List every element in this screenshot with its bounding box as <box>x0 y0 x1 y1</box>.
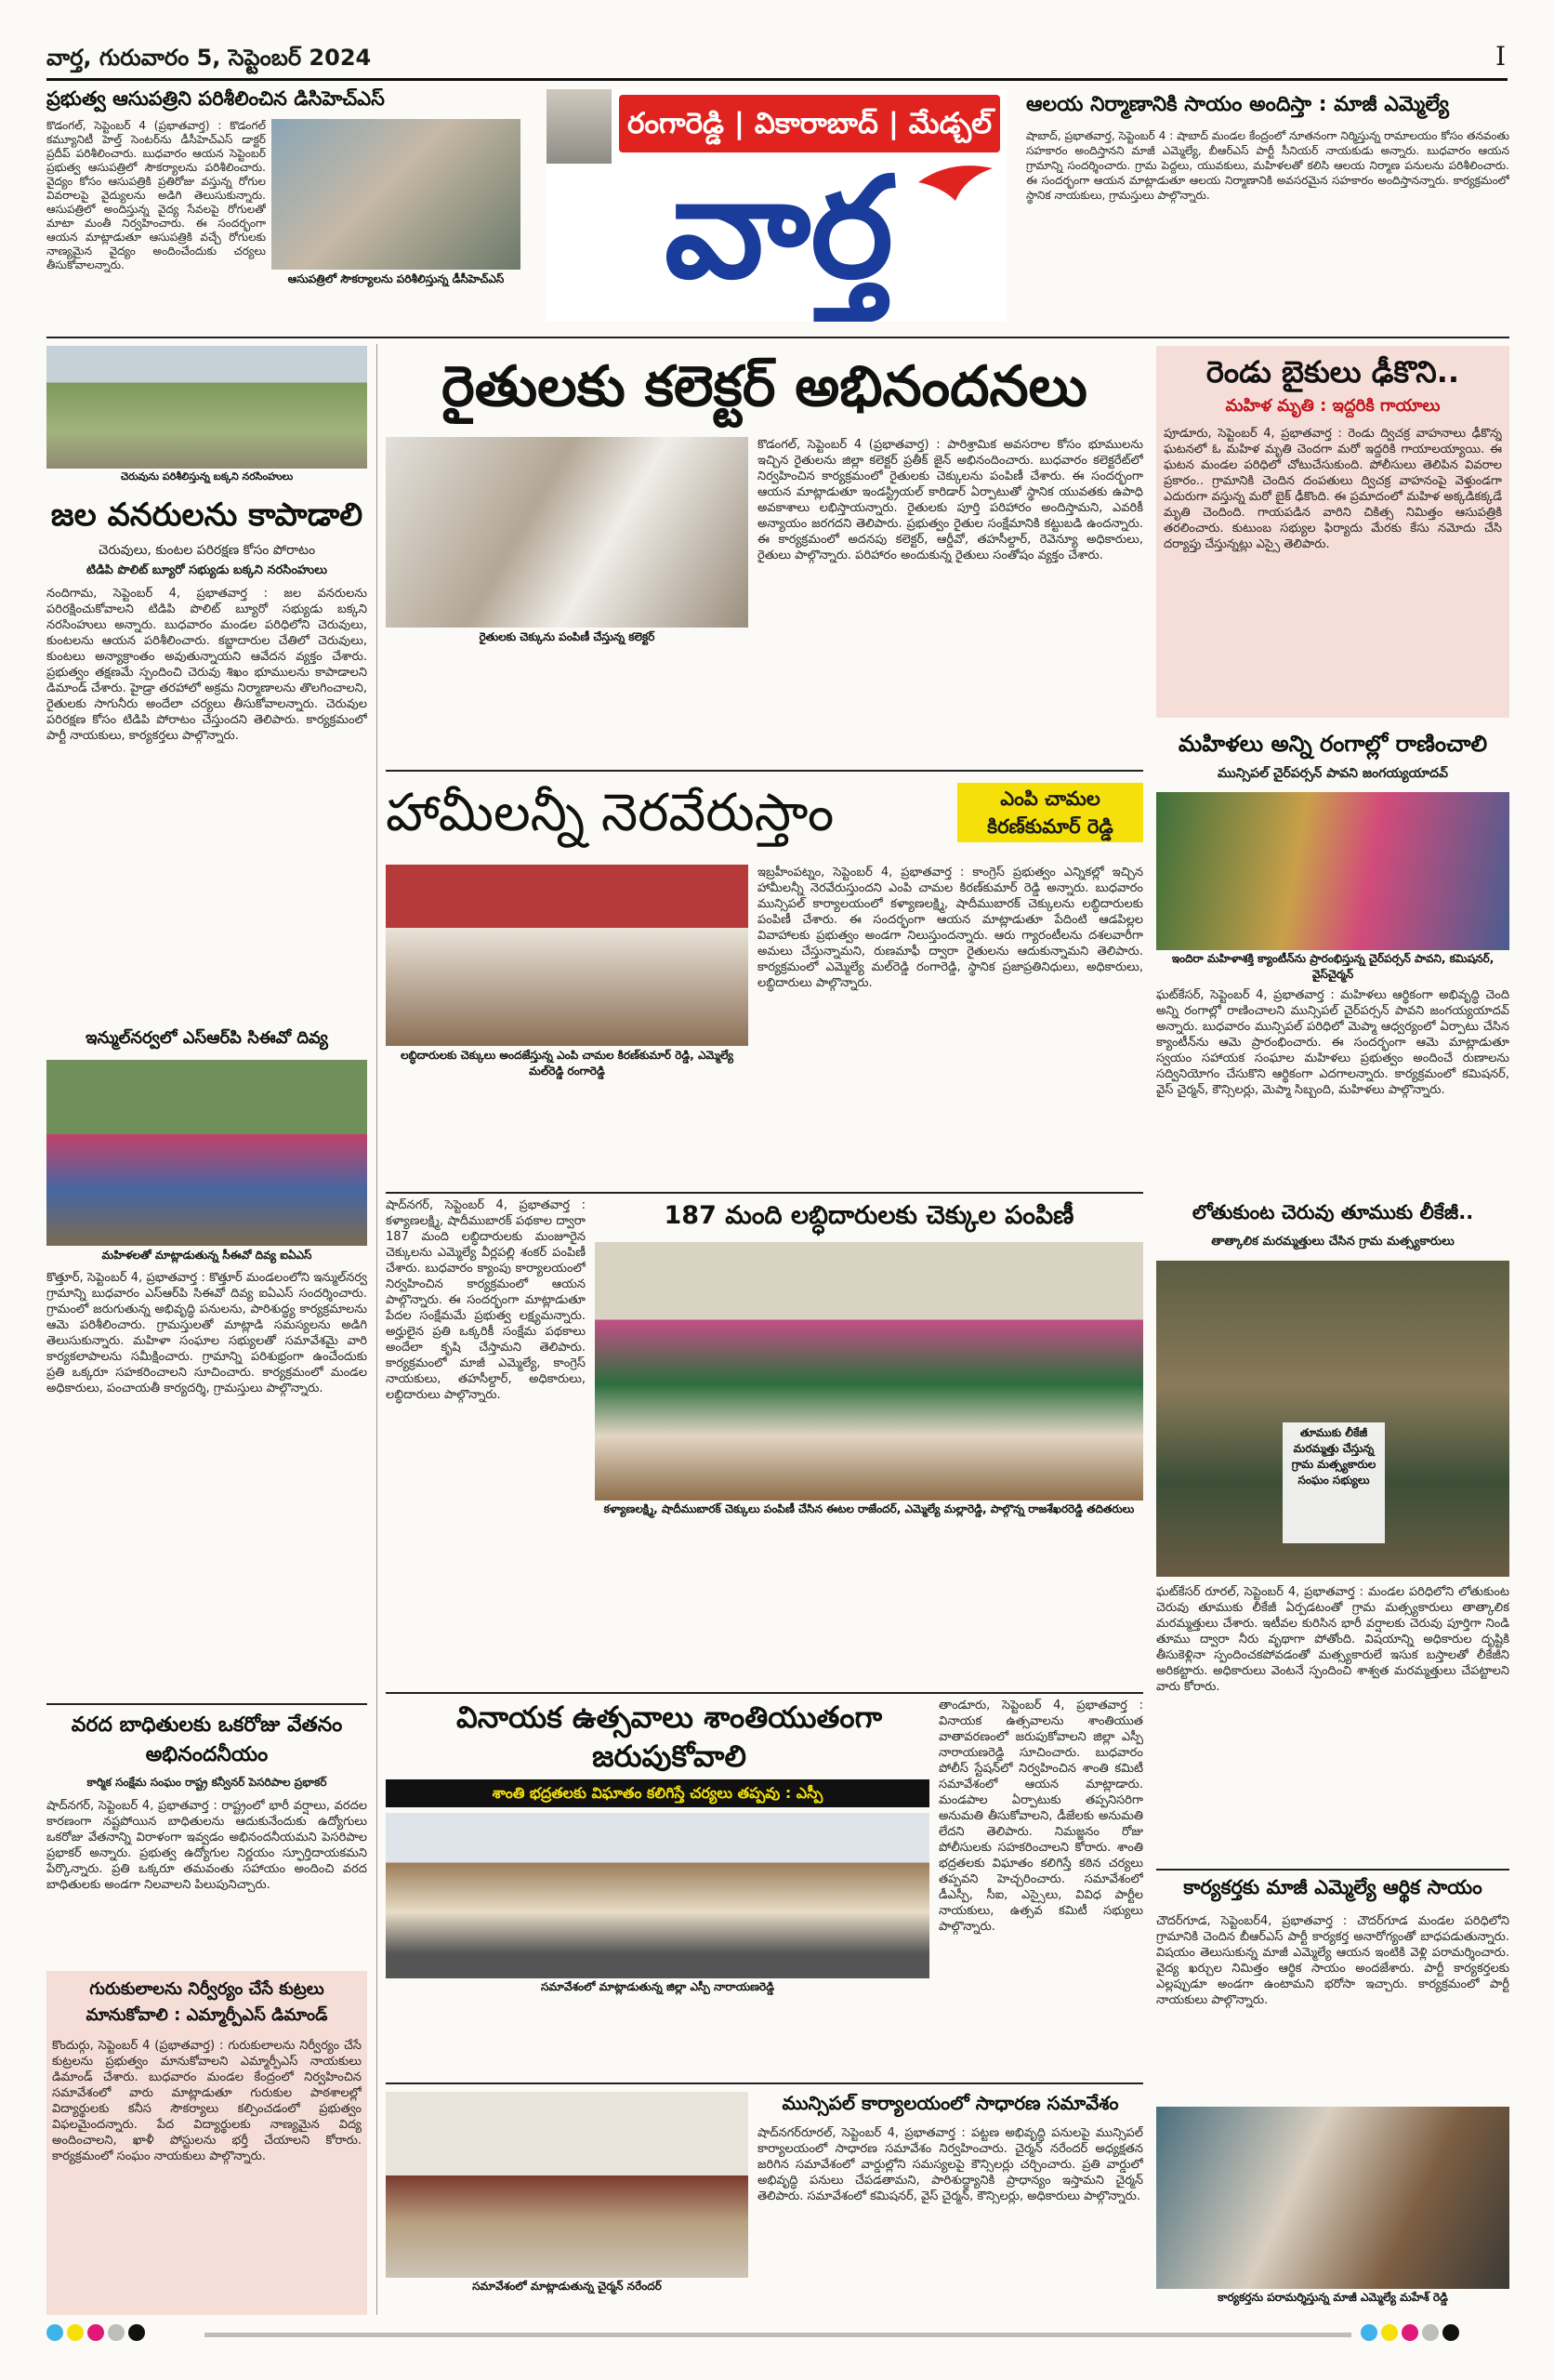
story5-body: పూడూరు, సెప్టెంబర్ 4, ప్రభాతవార్త : రెండు ద్విచక్ర వాహనాలు ఢీకొన్న ఘటనలో ఓ మహిళ మృతి చెందగా మరో ఇద్దరికి గాయాలయ్యాయి. ఈ ఘటన మండల పరిధిలో చోటుచేసుకుంది. పోలీసులు తెలిపిన వివరాల ప్రకారం.. గ్రామానికి చెందిన దంపతులు ద్విచక్ర వాహనంపై వెళ్తుండగా ఎదురుగా వస్తున్న మరో బైక్ ఢీకొంది. ఈ ప్రమాదంలో మహిళ అక్కడికక్కడే మృతి చెందింది. గాయపడిన వారిని చికిత్స నిమిత్తం ఆసుపత్రికి తరలించారు. కుటుంబ సభ్యుల ఫిర్యాదు మేరకు కేసు నమోదు చేసి దర్యాప్తు చేస్తున్నట్లు ఎస్సై తెలిపారు. <box>1164 427 1502 551</box>
story11-headline: వరద బాధితులకు ఒకరోజు వేతనం అభినందనీయం <box>71 1713 343 1766</box>
story6-headline: హామీలన్నీ నెరవేరుస్తాం <box>386 783 835 843</box>
story13-caption: సమావేశంలో మాట్లాడుతున్న జిల్లా ఎస్పీ నారాయణరెడ్డి <box>540 1980 775 1993</box>
story12-body: కొందుర్గు, సెప్టెంబర్ 4 (ప్రభాతవార్త) : గురుకులాలను నిర్వీర్యం చేసే కుట్రలను ప్రభుత్వం మానుకోవాలని ఎమ్మార్పీఎస్ నాయకులు డిమాండ్ చేశారు. బుధవారం మండల కేంద్రంలో నిర్వహించిన సమావేశంలో వారు మాట్లాడుతూ గురుకుల పాఠశాలల్లో విద్యార్థులకు కనీస సౌకర్యాలు కల్పించడంలో ప్రభుత్వం విఫలమైందన్నారు. పేద విద్యార్థులకు నాణ్యమైన విద్య అందించాలని, ఖాళీ పోస్టులను భర్తీ చేయాలని కోరారు. కార్యక్రమంలో సంఘం నాయకులు పాల్గొన్నారు. <box>52 2039 362 2163</box>
story13-headline: వినాయక ఉత్సవాలు శాంతియుతంగా జరుపుకోవాలి <box>455 1699 883 1774</box>
story3-caption: చెరువును పరిశీలిస్తున్న బక్కని నరసింహులు <box>120 470 294 483</box>
story6-photo <box>386 865 748 1046</box>
story15-caption: సమావేశంలో మాట్లాడుతున్న చైర్మన్ నరేందర్ <box>472 2280 662 2293</box>
story4-photo <box>386 437 748 628</box>
story15-photo <box>386 2092 748 2278</box>
story5-box <box>1156 346 1509 718</box>
story13-photo <box>386 1813 929 1978</box>
story13-banner: శాంతి భద్రతలకు విఘాతం కలిగిస్తే చర్యలు తప్పవు : ఎస్పీ <box>386 1779 929 1807</box>
story7-headline: మహిళలు అన్ని రంగాల్లో రాణించాలి <box>1178 731 1488 757</box>
story7-caption: ఇందిరా మహిళాశక్తి క్యాంటీన్‌ను ప్రారంభిస్తున్న చైర్‌పర్సన్ పావని, కమిషనర్, వైస్‌చైర్మన్ <box>1171 952 1495 981</box>
region-banner: రంగారెడ్డి | వికారాబాద్ | మేడ్చల్ <box>619 95 1000 152</box>
story7-photo <box>1156 792 1509 950</box>
story7-subhead: మున్సిపల్ చైర్‌పర్సన్ పావని జంగయ్యయాదవ్ <box>1218 766 1448 781</box>
story6-tag: ఎంపి చామల కిరణ్‌కుమార్ రెడ్డి <box>957 783 1143 842</box>
story3-headline: జల వనరులను కాపాడాలి <box>50 496 363 534</box>
reg-dot-yellow <box>1381 2324 1398 2341</box>
story14-headline: కార్యకర్తకు మాజీ ఎమ్మెల్యే ఆర్థిక సాయం <box>1183 1876 1482 1898</box>
story15-body: షాద్‌నగర్‌రూరల్, సెప్టెంబర్ 4, ప్రభాతవార్త : పట్టణ అభివృద్ధి పనులపై మున్సిపల్ కార్యాలయంలో సాధారణ సమావేశం నిర్వహించారు. చైర్మన్ నరేందర్ అధ్యక్షతన జరిగిన సమావేశంలో వార్డుల్లోని సమస్యలపై కౌన్సిలర్లు చర్చించారు. ప్రతి వార్డులో అభివృద్ధి పనులు చేపడతామని, పారిశుద్ధ్యానికి ప్రాధాన్యం ఇస్తామని చైర్మన్ తెలిపారు. సమావేశంలో కమిషనర్, వైస్ చైర్మన్, కౌన్సిలర్లు, అధికారులు పాల్గొన్నారు. <box>757 2126 1143 2203</box>
story1-photo <box>271 119 520 270</box>
reg-dot-grey <box>1422 2324 1439 2341</box>
story14-photo <box>1156 2107 1509 2289</box>
story10-body: ఘట్‌కేసర్ రూరల్, సెప్టెంబర్ 4, ప్రభాతవార్త : మండల పరిధిలోని లోతుకుంట చెరువు తూముకు లీకేజీ ఏర్పడటంతో గ్రామ మత్స్యకారులు తాత్కాలిక మరమ్మత్తులు చేశారు. ఇటీవల కురిసిన భారీ వర్షాలకు చెరువు పూర్తిగా నిండి తూము ద్వారా నీరు వృథాగా పోతోంది. విషయాన్ని అధికారుల దృష్టికి తీసుకెళ్లినా స్పందించకపోవడంతో మత్స్యకారులే ఇసుక బస్తాలతో లీకేజీని అరికట్టారు. అధికారులు వెంటనే స్పందించి శాశ్వత మరమ్మత్తులు చేపట్టాలని వారు కోరారు. <box>1156 1585 1509 1694</box>
story12-headline: గురుకులాలను నిర్వీర్యం చేసే కుట్రలు మానుకోవాలి : ఎమ్మార్పీఎస్ డిమాండ్ <box>86 1979 328 2025</box>
masthead-date-text: వార్త, గురువారం 5, సెప్టెంబర్ 2024 <box>46 45 372 71</box>
reg-dot-magenta <box>1402 2324 1418 2341</box>
story15-headline: మున్సిపల్ కార్యాలయంలో సాధారణ సమావేశం <box>782 2092 1119 2114</box>
story6-caption: లబ్ధిదారులకు చెక్కులు అందజేస్తున్న ఎంపి చామల కిరణ్‌కుమార్ రెడ్డి, ఎమ్మెల్యే మల్‌రెడ్డి రంగారెడ్డి <box>401 1049 733 1078</box>
story13-body-b <box>386 2001 929 2080</box>
story14-caption: కార్యకర్తను పరామర్శిస్తున్న మాజీ ఎమ్మెల్యే మహేశ్ రెడ్డి <box>1218 2291 1448 2304</box>
story10-caption: తూముకు లీకేజీ మరమ్మత్తు చేస్తున్న గ్రామ మత్స్యకారుల సంఘం సభ్యులు <box>1283 1422 1385 1543</box>
story7-body: ఘట్‌కేసర్, సెప్టెంబర్ 4, ప్రభాతవార్త : మహిళలు ఆర్థికంగా అభివృద్ధి చెంది అన్ని రంగాల్లో రాణించాలని మున్సిపల్ చైర్‌పర్సన్ పావని జంగయ్యయాదవ్ అన్నారు. బుధవారం మున్సిపల్ పరిధిలో మెప్మా ఆధ్వర్యంలో ఏర్పాటు చేసిన క్యాంటీన్‌ను ఆమె ప్రారంభించారు. ఈ సందర్భంగా ఆమె మాట్లాడుతూ స్వయం సహాయక సంఘాల మహిళలు ప్రభుత్వం అందించే రుణాలను సద్వినియోగం చేసుకొని ఆర్థికంగా ఎదగాలన్నారు. కార్యక్రమంలో కమిషనర్, వైస్ చైర్మన్, కౌన్సిలర్లు, మెప్మా సిబ్బంది, మహిళలు పాల్గొన్నారు. <box>1156 988 1509 1097</box>
story6-body: ఇబ్రహీంపట్నం, సెప్టెంబర్ 4, ప్రభాతవార్త : కాంగ్రెస్ ప్రభుత్వం ఎన్నికల్లో ఇచ్చిన హామీలన్నీ నెరవేరుస్తుందని ఎంపి చామల కిరణ్‌కుమార్ రెడ్డి అన్నారు. బుధవారం మున్సిపల్ కార్యాలయంలో కళ్యాణలక్ష్మి, షాదీముబారక్ చెక్కులను లబ్ధిదారులకు పంపిణీ చేశారు. ఈ సందర్భంగా ఆయన మాట్లాడుతూ పేదింటి ఆడపిల్లల వివాహాలకు ప్రభుత్వం అండగా నిలుస్తుందన్నారు. ఆరు గ్యారంటీలను దశలవారీగా అమలు చేస్తున్నామని, రుణమాఫీ ద్వారా రైతులను ఆదుకున్నామని తెలిపారు. కార్యక్రమంలో ఎమ్మెల్యే మల్‌రెడ్డి రంగారెడ్డి, స్థానిక ప్రజాప్రతినిధులు, అధికారులు, లబ్ధిదారులు పాల్గొన్నారు. <box>757 866 1143 990</box>
story4-headline: రైతులకు కలెక్టర్ అభినందనలు <box>441 354 1087 419</box>
story9-caption: కళ్యాణలక్ష్మి, షాదీముబారక్ చెక్కులు పంపిణీ చేసిన ఈటల రాజేందర్, ఎమ్మెల్యే మల్లారెడ్డి, పాల్గొన్న రాజశేఖరరెడ్డి తదితరులు <box>603 1502 1135 1515</box>
story12-box <box>46 1971 367 2315</box>
masthead-date <box>46 45 697 76</box>
reg-dot-cyan <box>46 2324 63 2341</box>
story9-headline: 187 మంది లబ్ధిదారులకు చెక్కుల పంపిణీ <box>664 1201 1074 1230</box>
story14-body: చౌదర్‌గూడ, సెప్టెంబర్4, ప్రభాతవార్త : చౌదర్‌గూడ మండల పరిధిలోని గ్రామానికి చెందిన బీఆర్ఎస్ పార్టీ కార్యకర్త అనారోగ్యంతో బాధపడుతున్నారు. విషయం తెలుసుకున్న మాజీ ఎమ్మెల్యే ఆయన ఇంటికి వెళ్లి పరామర్శించారు. వైద్య ఖర్చుల నిమిత్తం ఆర్థిక సాయం అందజేశారు. పార్టీ కార్యకర్తలకు ఎల్లప్పుడూ అండగా ఉంటామని భరోసా ఇచ్చారు. కార్యక్రమంలో పార్టీ నాయకులు పాల్గొన్నారు. <box>1156 1914 1509 2007</box>
logo-text: వార్త <box>664 148 894 310</box>
story1-body: కొడంగల్, సెప్టెంబర్ 4 (ప్రభాతవార్త) : కొడంగల్ కమ్యూనిటీ హెల్త్ సెంటర్‌ను డీసీహెచ్‌ఎస్ డాక్టర్ ప్రదీప్ పరిశీలించారు. బుధవారం ఆయన సెప్టెంబర్ ప్రభుత్వ ఆసుపత్రిలో సౌకర్యాలను పరిశీలించారు. వైద్యం కోసం ఆసుపత్రికి ప్రతిరోజు వస్తున్న రోగుల వివరాలపై వైద్యులను అడిగి తెలుసుకున్నారు. ఆసుపత్రిలో అందిస్తున్న వైద్య సేవలపై రోగులతో మాటా మంతీ నిర్వహించారు. ఈ సందర్భంగా ఆయన మాట్లాడుతూ ఆసుపత్రికి వచ్చే రోగులకు నాణ్యమైన వైద్యం అందించేందుకు చర్యలు తీసుకోవాలన్నారు. <box>46 119 266 271</box>
reg-dot-yellow <box>67 2324 84 2341</box>
footer-bar <box>46 2324 1509 2345</box>
color-registration-left <box>46 2324 195 2345</box>
story5-headline: రెండు బైకులు ఢీకొని.. <box>1205 354 1460 390</box>
story13-body: తాండూరు, సెప్టెంబర్ 4, ప్రభాతవార్త : వినాయక ఉత్సవాలను శాంతియుత వాతావరణంలో జరుపుకోవాలని జిల్లా ఎస్పీ నారాయణరెడ్డి సూచించారు. బుధవారం పోలీస్ స్టేషన్‌లో నిర్వహించిన శాంతి కమిటీ సమావేశంలో ఆయన మాట్లాడారు. మండపాల ఏర్పాటుకు తప్పనిసరిగా అనుమతి తీసుకోవాలని, డీజేలకు అనుమతి లేదని తెలిపారు. నిమజ్జనం రోజు పోలీసులకు సహకరించాలని కోరారు. శాంతి భద్రతలకు విఘాతం కలిగిస్తే కఠిన చర్యలు తప్పవని హెచ్చరించారు. సమావేశంలో డీఎస్పీ, సీఐ, ఎస్సైలు, వివిధ పార్టీల నాయకులు, ఉత్సవ కమిటీ సభ్యులు పాల్గొన్నారు. <box>939 1699 1143 1934</box>
story8-photo <box>46 1060 367 1246</box>
story1-headline: ప్రభుత్వ ఆసుపత్రిని పరిశీలించిన డిసిహెచ్‌ఎస్ <box>46 87 385 110</box>
story2-headline: ఆలయ నిర్మాణానికి సాయం అందిస్తా : మాజీ ఎమ్మెల్యే <box>1026 93 1450 116</box>
story4-caption: రైతులకు చెక్కును పంపిణీ చేస్తున్న కలెక్టర్ <box>479 630 655 643</box>
story9-body: షాద్‌నగర్, సెప్టెంబర్ 4, ప్రభాతవార్త : కళ్యాణలక్ష్మి, షాదీముబారక్ పథకాల ద్వారా 187 మంది లబ్ధిదారులకు మంజూరైన చెక్కులను ఎమ్మెల్యే వీర్లపల్లి శంకర్ పంపిణీ చేశారు. బుధవారం క్యాంపు కార్యాలయంలో నిర్వహించిన కార్యక్రమంలో ఆయన పాల్గొన్నారు. ఈ సందర్భంగా మాట్లాడుతూ పేదల సంక్షేమమే ప్రభుత్వ లక్ష్యమన్నారు. అర్హులైన ప్రతి ఒక్కరికీ సంక్షేమ పథకాలు అందేలా కృషి చేస్తామని తెలిపారు. కార్యక్రమంలో మాజీ ఎమ్మెల్యే, కాంగ్రెస్ నాయకులు, తహసీల్దార్, అధికారులు, లబ్ధిదారులు పాల్గొన్నారు. <box>386 1198 586 1402</box>
reg-dot-magenta <box>87 2324 104 2341</box>
story10-headline: లోతుకుంట చెరువు తూముకు లీకేజీ.. <box>1192 1201 1474 1223</box>
story11-subhead: కార్మిక సంక్షేమ సంఘం రాష్ట్ర కన్వీనర్ పెసరిపాల ప్రభాకర్ <box>86 1776 327 1789</box>
story10-subhead: తాత్కాలిక మరమ్మత్తులు చేసిన గ్రామ మత్స్యకారులు <box>1211 1235 1455 1249</box>
story5-subhead: మహిళ మృతి : ఇద్దరికి గాయాలు <box>1225 396 1441 416</box>
story9-photo <box>595 1242 1143 1501</box>
reg-dot-grey <box>108 2324 125 2341</box>
story11-body: షాద్‌నగర్, సెప్టెంబర్ 4, ప్రభాతవార్త : రాష్ట్రంలో భారీ వర్షాలు, వరదల కారణంగా నష్టపోయిన బాధితులను ఆదుకునేందుకు ఉద్యోగులు ఒకరోజు వేతనాన్ని విరాళంగా ఇవ్వడం అభినందనీయమని పెసరిపాల ప్రభాకర్ అన్నారు. ప్రభుత్వ ఉద్యోగుల నిర్ణయం స్ఫూర్తిదాయకమని పేర్కొన్నారు. ప్రతి ఒక్కరూ తమవంతు సహాయం అందించి వరద బాధితులకు అండగా నిలవాలని పిలుపునిచ్చారు. <box>46 1799 367 1892</box>
story2-body: షాబాద్, ప్రభాతవార్త, సెప్టెంబర్ 4 : షాబాద్ మండల కేంద్రంలో నూతనంగా నిర్మిస్తున్న రామాలయం కోసం తనవంతు సహకారం అందిస్తానని మాజీ ఎమ్మెల్యే, బీఆర్ఎస్ పార్టీ సీనియర్ నాయకుడు అన్నారు. బుధవారం ఆయన గ్రామాన్ని సందర్శించారు. గ్రామ పెద్దలు, యువకులు, మహిళలతో కలిసి ఆలయ నిర్మాణ పనులను పరిశీలించారు. ఈ సందర్భంగా ఆయన మాట్లాడుతూ ఆలయ నిర్మాణానికి అవసరమైన సహకారం అందిస్తానన్నారు. కార్యక్రమంలో స్థానిక నాయకులు, గ్రామస్తులు పాల్గొన్నారు. <box>1026 129 1509 202</box>
story8-caption: మహిళలతో మాట్లాడుతున్న సీఈవో దివ్య ఐఏఎస్ <box>101 1249 312 1262</box>
page-number: I <box>1495 41 1506 72</box>
story3-body: నందిగామ, సెప్టెంబర్ 4, ప్రభాతవార్త : జల వనరులను పరిరక్షించుకోవాలని టిడిపి పొలిట్ బ్యూరో సభ్యుడు బక్కని నరసింహులు అన్నారు. బుధవారం మండల పరిధిలోని చెరువులు, కుంటలను ఆయన పరిశీలించారు. కబ్జాదారుల చేతిలో చెరువులు, కుంటలు అన్యాక్రాంతం అవుతున్నాయని ఆవేదన వ్యక్తం చేశారు. ప్రభుత్వం తక్షణమే స్పందించి చెరువు శిఖం భూములను కాపాడాలని డిమాండ్ చేశారు. హైడ్రా తరహాలో అక్రమ నిర్మాణాలను తొలగించాలని, రైతులకు సాగునీరు అందేలా చర్యలు తీసుకోవాలన్నారు. చెరువుల పరిరక్షణ కోసం టిడిపి పోరాటం చేస్తుందని తెలిపారు. కార్యక్రమంలో పార్టీ నాయకులు, కార్యకర్తలు పాల్గొన్నారు. <box>46 587 367 743</box>
footer-line <box>204 2333 1351 2337</box>
story3-subhead: చెరువులు, కుంటల పరిరక్షణ కోసం పోరాటం <box>98 543 316 558</box>
reg-dot-black <box>128 2324 145 2341</box>
story1-caption: ఆసుపత్రిలో సౌకర్యాలను పరిశీలిస్తున్న డీసీహెచ్‌ఎస్ <box>287 272 505 285</box>
brand-box <box>547 89 1007 322</box>
reg-dot-cyan <box>1361 2324 1377 2341</box>
story8-headline: ఇన్ముల్‌నర్వలో ఎస్‌ఆర్‌పి సిఈవో దివ్య <box>86 1028 328 1048</box>
reg-dot-black <box>1442 2324 1459 2341</box>
color-registration-right <box>1361 2324 1509 2345</box>
story3-photo <box>46 346 367 469</box>
story4-body: కొడంగల్, సెప్టెంబర్ 4 (ప్రభాతవార్త) : పారిశ్రామిక అవసరాల కోసం భూములను ఇచ్చిన రైతులను జిల్లా కలెక్టర్ ప్రతీక్ జైన్ అభినందించారు. బుధవారం కలెక్టరేట్‌లో నిర్వహించిన కార్యక్రమంలో రైతులకు చెక్కులను పంపిణీ చేశారు. ఈ సందర్భంగా ఆయన మాట్లాడుతూ ఇండస్ట్రియల్ కారిడార్ ఏర్పాటుతో స్థానిక యువతకు ఉపాధి అవకాశాలు లభిస్తాయన్నారు. రైతులకు పూర్తి పరిహారం అందిస్తామని, ఎవరికీ అన్యాయం జరగదని తెలిపారు. ప్రభుత్వం రైతుల సంక్షేమానికి కట్టుబడి ఉందన్నారు. ఈ కార్యక్రమంలో అదనపు కలెక్టర్, ఆర్డీవో, తహసీల్దార్, రెవెన్యూ అధికారులు, రైతులు పాల్గొన్నారు. పరిహారం అందుకున్న రైతులు సంతోషం వ్యక్తం చేశారు. <box>757 438 1143 562</box>
story8-body: కొత్తూర్, సెప్టెంబర్ 4, ప్రభాతవార్త : కొత్తూర్ మండలంలోని ఇన్ముల్‌నర్వ గ్రామాన్ని బుధవారం ఎస్‌ఆర్‌పి సిఈవో దివ్య ఐఏఎస్ సందర్శించారు. గ్రామంలో జరుగుతున్న అభివృద్ధి పనులను, పారిశుద్ధ్య కార్యక్రమాలను ఆమె పరిశీలించారు. గ్రామస్తులతో మాట్లాడి సమస్యలను అడిగి తెలుసుకున్నారు. మహిళా సంఘాల సభ్యులతో సమావేశమై వారి కార్యకలాపాలను సమీక్షించారు. గ్రామాన్ని పరిశుభ్రంగా ఉంచేందుకు ప్రతి ఒక్కరూ సహకరించాలని సూచించారు. కార్యక్రమంలో మండల అధికారులు, పంచాయతీ కార్యదర్శి, గ్రామస్తులు పాల్గొన్నారు. <box>46 1271 367 1395</box>
story3-subhead2: టిడిపి పొలిట్ బ్యూరో సభ్యుడు బక్కని నరసింహులు <box>86 563 327 577</box>
